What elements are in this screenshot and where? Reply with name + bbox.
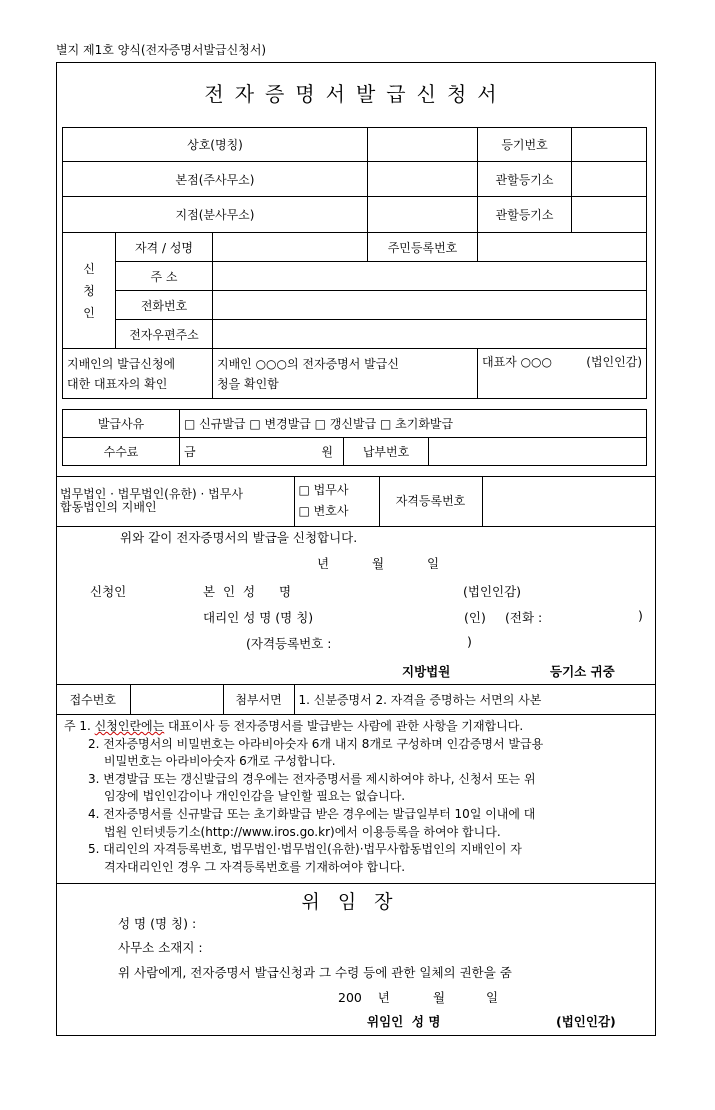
agent-phone-label: (전화 : bbox=[505, 610, 543, 625]
note-1-highlight: 신청인란에는 bbox=[94, 719, 165, 733]
note-3b: 임장에 법인인감이나 개인인감을 날인할 필요는 없습니다. bbox=[104, 789, 406, 804]
fee-field[interactable] bbox=[180, 438, 344, 466]
registry-label: 등기소 귀중 bbox=[550, 664, 615, 679]
law-firm-label-line-1: 법무법인 · 법무법인(유한) · 법무사 bbox=[60, 486, 243, 501]
form-caption: 별지 제1호 양식(전자증명서발급신청서) bbox=[56, 43, 267, 57]
note-4a: 4. 전자증명서를 신규발급 또는 초기화발급 받은 경우에는 발급일부터 10일 이내에 대 bbox=[88, 806, 536, 821]
receipt-no-label: 접수번호 bbox=[56, 685, 130, 715]
poa-year: 200 년 bbox=[338, 990, 390, 1005]
attachments-label: 첨부서면 bbox=[223, 685, 294, 715]
resident-no-label: 주민등록번호 bbox=[368, 233, 478, 262]
corp-seal-label: (법인인감) bbox=[586, 355, 642, 369]
qualification-name-field[interactable] bbox=[213, 233, 368, 262]
applicant-table bbox=[62, 127, 647, 399]
note-3a: 3. 변경발급 또는 갱신발급의 경우에는 전자증명서를 제시하여야 하나, 신청서 또는 위 bbox=[88, 771, 536, 786]
qual-reg-no-field[interactable] bbox=[482, 476, 656, 526]
reg-no-label: 등기번호 bbox=[478, 128, 572, 162]
date-year: 년 bbox=[317, 556, 330, 571]
representative-cell bbox=[478, 349, 647, 399]
fee-label: 수수료 bbox=[63, 438, 180, 466]
applicant-vertical-label: 신 청 인 bbox=[63, 233, 116, 349]
payment-no-field[interactable] bbox=[429, 438, 647, 466]
head-office-label: 본점(주사무소) bbox=[63, 162, 368, 197]
phone-label: 전화번호 bbox=[116, 291, 213, 320]
branch-mgr-confirm-line-2: 대한 대표자의 확인 bbox=[67, 376, 168, 391]
poa-text: 위 사람에게, 전자증명서 발급신청과 그 수령 등에 관한 일체의 권한을 줌 bbox=[118, 965, 512, 980]
poa-month: 월 bbox=[433, 990, 446, 1005]
qualification-name-label: 자격 / 성명 bbox=[116, 233, 213, 262]
poa-name-label: 성 명 (명 칭) : bbox=[118, 916, 197, 931]
address-field[interactable] bbox=[213, 262, 647, 291]
confirm-text-line-2: 청을 확인함 bbox=[217, 376, 279, 391]
poa-day: 일 bbox=[486, 990, 499, 1005]
reg-no-field[interactable] bbox=[572, 128, 647, 162]
payment-no-label: 납부번호 bbox=[344, 438, 429, 466]
note-1-rest: 대표이사 등 전자증명서를 발급받는 사람에 관한 사항을 기재합니다. bbox=[164, 719, 524, 733]
date-day: 일 bbox=[427, 556, 440, 571]
court-label: 지방법원 bbox=[402, 664, 451, 679]
notes-block bbox=[64, 718, 649, 876]
note-5b: 격자대리인인 경우 그 자격등록번호를 기재하여야 합니다. bbox=[104, 859, 406, 874]
jurisdiction-field-2[interactable] bbox=[572, 197, 647, 233]
note-1-prefix: 주 1. bbox=[64, 719, 95, 733]
fee-unit: 원 bbox=[321, 445, 333, 459]
attachments-text: 1. 신분증명서 2. 자격을 증명하는 서면의 사본 bbox=[294, 685, 656, 715]
branch-mgr-confirm-label bbox=[63, 349, 213, 399]
law-firm-label bbox=[56, 476, 294, 526]
note-4b: 법원 인터넷등기소(http://www.iros.go.kr)에서 이용등록을 하여야 합니다. bbox=[104, 824, 501, 839]
self-name-label: 본 인 성 명 bbox=[203, 584, 292, 599]
reason-options[interactable]: □ 신규발급 □ 변경발급 □ 갱신발급 □ 초기화발급 bbox=[180, 410, 647, 438]
law-firm-label-line-2: 합동법인의 지배인 bbox=[60, 499, 157, 514]
agent-name-label: 대리인 성 명 (명 칭) bbox=[203, 610, 314, 625]
jurisdiction-field-1[interactable] bbox=[572, 162, 647, 197]
branch-mgr-confirm-line-1: 지배인의 발급신청에 bbox=[67, 356, 176, 371]
note-5a: 5. 대리인의 자격등록번호, 법무법인·법무법인(유한)·법무사합동법인의 지배인이 자 bbox=[88, 842, 522, 857]
law-firm-table bbox=[56, 476, 656, 527]
agent-seal: (인) bbox=[464, 610, 486, 625]
confirm-text-line-1: 지배인 ○○○의 전자증명서 발급신 bbox=[217, 356, 399, 371]
fee-prefix: 금 bbox=[184, 445, 196, 459]
qual-reg-close: ) bbox=[467, 634, 472, 649]
note-2b: 비밀번호는 아라비아숫자 6개로 구성합니다. bbox=[104, 754, 336, 769]
email-field[interactable] bbox=[213, 320, 647, 349]
form-title: 전자증명서발급신청서 bbox=[204, 82, 508, 106]
resident-no-field[interactable] bbox=[478, 233, 647, 262]
address-label: 주 소 bbox=[116, 262, 213, 291]
option-lawyer[interactable]: □ 변호사 bbox=[298, 503, 349, 518]
poa-office-label: 사무소 소재지 : bbox=[118, 940, 203, 955]
branch-field[interactable] bbox=[368, 197, 478, 233]
note-2a: 2. 전자증명서의 비밀번호는 아라비아숫자 6개 내지 8개로 구성하며 인감증명서 발급용 bbox=[88, 736, 544, 751]
receipt-no-field[interactable] bbox=[130, 685, 223, 715]
issue-table bbox=[62, 409, 647, 466]
firm-name-label: 상호(명칭) bbox=[63, 128, 368, 162]
profession-options[interactable] bbox=[294, 476, 379, 526]
jurisdiction-label-2: 관할등기소 bbox=[478, 197, 572, 233]
confirm-text bbox=[213, 349, 478, 399]
branch-label: 지점(분사무소) bbox=[63, 197, 368, 233]
statement-text: 위와 같이 전자증명서의 발급을 신청합니다. bbox=[120, 530, 358, 545]
poa-delegator-label: 위임인 성 명 bbox=[367, 1014, 441, 1029]
agent-phone-close: ) bbox=[638, 608, 643, 623]
head-office-field[interactable] bbox=[368, 162, 478, 197]
jurisdiction-label-1: 관할등기소 bbox=[478, 162, 572, 197]
date-month: 월 bbox=[372, 556, 385, 571]
applicant-label: 신청인 bbox=[90, 584, 127, 599]
representative-label: 대표자 ○○○ bbox=[482, 355, 553, 369]
poa-title: 위임장 bbox=[301, 891, 411, 913]
qual-reg-label: (자격등록번호 : bbox=[246, 636, 332, 651]
poa-corp-seal: (법인인감) bbox=[556, 1014, 616, 1029]
note-1 bbox=[64, 718, 649, 736]
divider-2 bbox=[56, 883, 656, 884]
reason-label: 발급사유 bbox=[63, 410, 180, 438]
email-label: 전자우편주소 bbox=[116, 320, 213, 349]
qual-reg-no-label: 자격등록번호 bbox=[379, 476, 482, 526]
firm-name-field[interactable] bbox=[368, 128, 478, 162]
statement-corp-seal: (법인인감) bbox=[463, 584, 522, 599]
receipt-table bbox=[56, 684, 656, 715]
option-law-clerk[interactable]: □ 법무사 bbox=[298, 482, 349, 497]
phone-field[interactable] bbox=[213, 291, 647, 320]
